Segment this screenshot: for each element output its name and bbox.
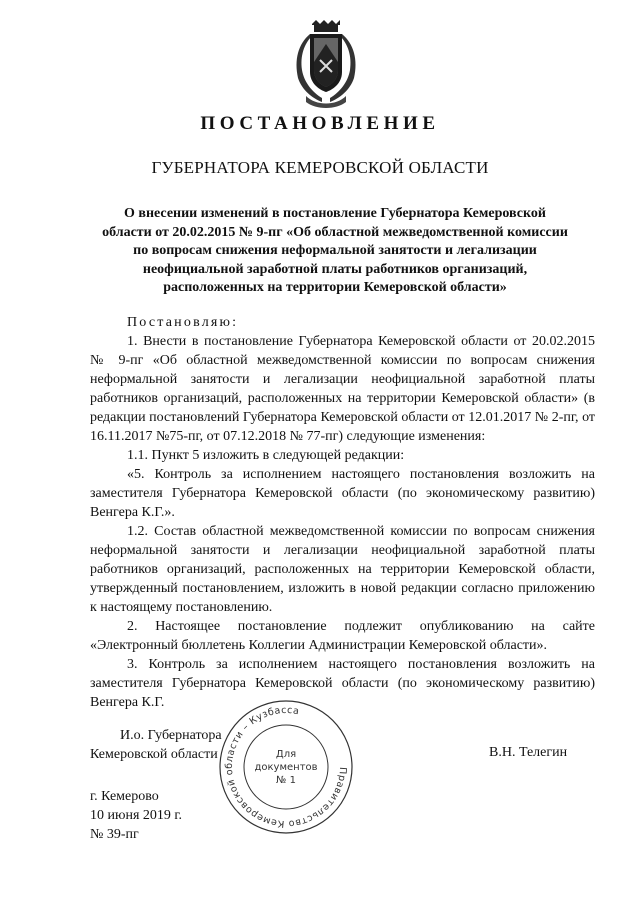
document-issuer: ГУБЕРНАТОРА КЕМЕРОВСКОЙ ОБЛАСТИ: [151, 158, 489, 177]
heading-line: расположенных на территории Кемеровской области»: [163, 280, 507, 296]
signatory-position: [90, 726, 222, 764]
heading-line: неофициальной заработной платы работников организаций,: [142, 261, 528, 277]
document-body: [90, 313, 595, 712]
signatory-position-line: Кемеровской области: [90, 747, 218, 762]
paragraph-3: 3. Контроль за исполнением настоящего постановления возложить на заместителя Губернатора Кемеровской области (по экономическому развитию) Венгера К.Г.: [90, 657, 595, 710]
paragraph-1-1: 1.1. Пункт 5 изложить в следующей редакции:: [127, 448, 405, 463]
heading-line: области от 20.02.2015 № 9-пг «Об областной межведомственной комиссии: [102, 224, 568, 240]
heading-line: О внесении изменений в постановление Губернатора Кемеровской: [124, 206, 546, 221]
document-heading: [90, 205, 580, 298]
signatory-position-line: И.о. Губернатора: [120, 728, 222, 743]
stamp-center-line: Для: [275, 749, 297, 760]
document-number: № 39-пг: [90, 827, 139, 842]
stamp-ring-text: Правительство Кемеровской области – Кузбасса: [223, 704, 349, 830]
coat-of-arms-emblem: [292, 20, 360, 108]
decree-word: Постановляю:: [127, 315, 239, 330]
heading-line: по вопросам снижения неформальной занятости и легализации: [133, 243, 537, 259]
paragraph-1: 1. Внести в постановление Губернатора Кемеровской области от 20.02.2015 № 9-пг «Об областной межведомственной комиссии по вопросам снижения неформальной занятости и легализации неофициальной заработной платы работников организаций, расположенных на территории Кемеровской области» (в редакции постановлений Губернатора Кемеровской области от 12.01.2017 № 2-пг, от 16.11.2017 №75-пг, от 07.12.2018 № 77-пг) следующие изменения:: [90, 334, 595, 444]
document-title: ПОСТАНОВЛЕНИЕ: [200, 113, 440, 134]
place-of-issue: г. Кемерово: [90, 789, 159, 804]
paragraph-1-2: 1.2. Состав областной межведомственной комиссии по вопросам снижения неформальной занятости и легализации неофициальной заработной платы работников организаций, расположенных на территории Кемеровской области, утвержденный постановлением, изложить в новой редакции согласно приложению к настоящему постановлению.: [90, 524, 595, 615]
issue-date: 10 июня 2019 г.: [90, 808, 183, 823]
paragraph-quote-5: «5. Контроль за исполнением настоящего постановления возложить на заместителя Губернатора Кемеровской области (по экономическому развитию) Венгера К.Г.».: [90, 467, 595, 520]
official-stamp: [216, 697, 356, 837]
stamp-center-line: документов: [254, 762, 318, 773]
document-footer: [90, 787, 182, 844]
signatory-name: В.Н. Телегин: [489, 745, 568, 760]
stamp-center-line: № 1: [276, 775, 296, 786]
paragraph-2: 2. Настоящее постановление подлежит опубликованию на сайте «Электронный бюллетень Коллегии Администрации Кемеровской области».: [90, 619, 595, 653]
